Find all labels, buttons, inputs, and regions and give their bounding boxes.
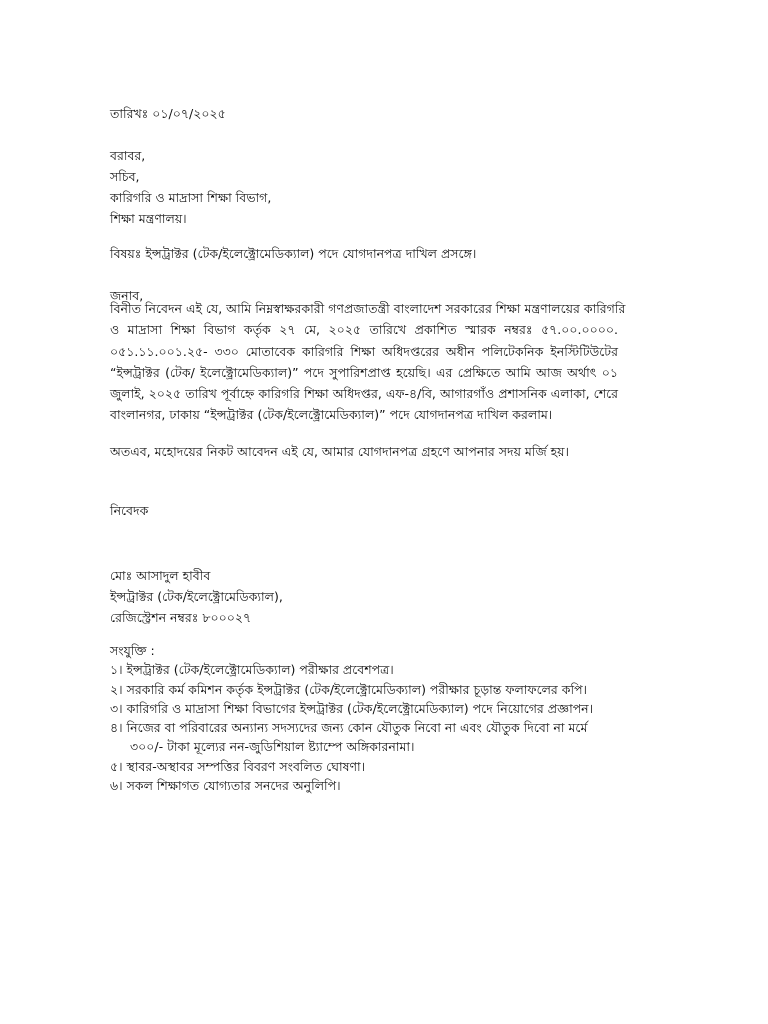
date-text: তারিখঃ ০১/০৭/২০২৫ (110, 106, 226, 121)
attachments-block (110, 641, 618, 795)
body-paragraph (110, 298, 626, 426)
recipient-line-4: শিক্ষা মন্ত্রণালয়। (110, 211, 187, 226)
body-line-3: ০৫১.১১.০০১.২৫- ৩৩০ মোতাবেক কারিগরি শিক্ষা অধিদপ্তরের অধীন পলিটেকনিক ইনস্টিটিউটের (110, 343, 618, 359)
attachment-item: ৪। নিজের বা পরিবারের অন্যান্য সদস্যদের জন্য কোন যৌতুক নিবো না এবং যৌতুক দিবো না মর্মে (110, 720, 588, 736)
body-line-5: জুলাই, ২০২৫ তারিখ পূর্বাহ্নে কারিগরি শিক্ষা অধিদপ্তর, এফ-৪/বি, আগারগাঁও প্রশাসনিক এলাকা, শেরে (110, 386, 618, 402)
closing-text: অতএব, মহোদয়ের নিকট আবেদন এই যে, আমার যোগদানপত্র গ্রহণে আপনার সদয় মর্জি হয়। (110, 444, 570, 459)
signer-name: মোঃ আসাদুল হাবীব (110, 568, 211, 583)
recipient-block (110, 145, 618, 229)
subject-text: বিষয়ঃ ইন্সট্রাক্টর (টেক/ইলেক্ট্রোমেডিক্যাল) পদে যোগদানপত্র দাখিল প্রসঙ্গে। (110, 246, 477, 261)
signer-registration: রেজিস্ট্রেশন নম্বরঃ ৮০০০২৭ (110, 610, 252, 625)
body-line-1: বিনীত নিবেদন এই যে, আমি নিম্নস্বাক্ষরকারী গণপ্রজাতন্ত্রী বাংলাদেশ সরকারের শিক্ষা মন্ত্রণালয়ের কারিগরি (110, 301, 626, 316)
salutation-text: জনাব, (110, 288, 144, 303)
signoff-text: নিবেদক (110, 503, 149, 518)
body-line-2: ও মাদ্রাসা শিক্ষা বিভাগ কর্তৃক ২৭ মে, ২০২৫ তারিখে প্রকাশিত স্মারক নম্বরঃ ৫৭.০০.০০০০. (110, 322, 618, 338)
attachment-item: ৬। সকল শিক্ষাগত যোগ্যতার সনদের অনুলিপি। (110, 778, 341, 794)
attachments-heading: সংযুক্তি : (110, 643, 155, 658)
date-line (110, 103, 618, 124)
closing-paragraph (110, 441, 618, 462)
recipient-line-1: বরাবর, (110, 148, 146, 163)
recipient-line-3: কারিগরি ও মাদ্রাসা শিক্ষা বিভাগ, (110, 190, 272, 205)
attachment-item: ১। ইন্সট্রাক্টর (টেক/ইলেক্ট্রোমেডিক্যাল) পরীক্ষার প্রবেশপত্র। (110, 662, 394, 678)
signature-block (110, 565, 618, 628)
attachment-item: ২। সরকারি কর্ম কমিশন কর্তৃক ইন্সট্রাক্টর (টেক/ইলেক্ট্রোমেডিক্যাল) পরীক্ষার চূড়ান্ত ফলাফলের কপি। (110, 681, 588, 697)
subject-line (110, 243, 618, 264)
body-line-4: “ইন্সট্রাক্টর (টেক/ ইলেক্ট্রোমেডিক্যাল)” পদে সুপারিশপ্রাপ্ত হয়েছি। এর প্রেক্ষিতে আমি আজ অর্থাৎ ০১ (110, 364, 618, 380)
signer-designation: ইন্সট্রাক্টর (টেক/ইলেক্ট্রোমেডিক্যাল), (110, 589, 283, 604)
attachment-item: ৩। কারিগরি ও মাদ্রাসা শিক্ষা বিভাগের ইন্সট্রাক্টর (টেক/ইলেক্ট্রোমেডিক্যাল) পদে নিয়োগের প্রজ্ঞাপন। (110, 700, 594, 716)
attachment-item-continuation: ৩০০/- টাকা মূল্যের নন-জুডিশিয়াল ষ্ট্যাম্পে অঙ্গিকারনামা। (130, 739, 415, 755)
signoff (110, 500, 618, 521)
attachment-item: ৫। স্থাবর-অস্থাবর সম্পত্তির বিবরণ সংবলিত ঘোষণা। (110, 758, 366, 774)
body-line-6: বাংলানগর, ঢাকায় “ইন্সট্রাক্টর (টেক/ইলেক্ট্রোমেডিক্যাল)” পদে যোগদানপত্র দাখিল করলাম। (110, 407, 553, 423)
recipient-line-2: সচিব, (110, 169, 140, 184)
